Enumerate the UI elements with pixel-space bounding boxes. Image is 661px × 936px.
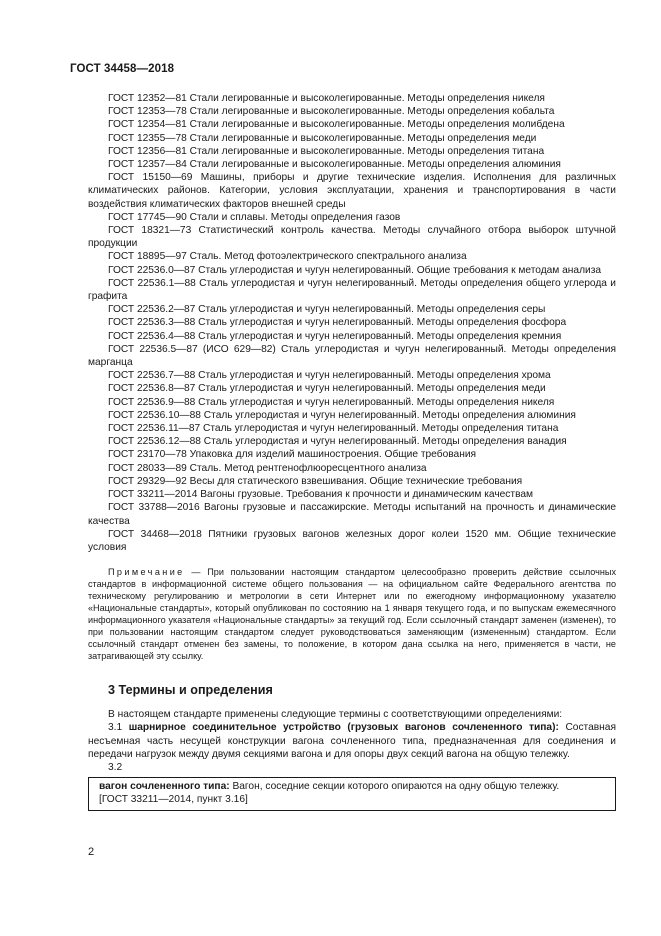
reference-item: ГОСТ 33788—2016 Вагоны грузовые и пассажирские. Методы испытаний на прочность и динамические качества <box>88 502 616 527</box>
definition-text: Составная несъемная часть несущей конструкции вагона сочлененного типа, предназначенная для соединения и передачи нагрузок между двумя секциями вагона и для опоры двух секций вагона на общую тележку. <box>88 722 616 760</box>
definition-term: шарнирное соединительное устройство (грузовых вагонов сочлененного типа): <box>128 722 559 734</box>
definition-3-1 <box>88 721 616 761</box>
page-number: 2 <box>88 846 95 858</box>
reference-item: ГОСТ 28033—89 Сталь. Метод рентгенофлюоресцентного анализа <box>108 462 427 474</box>
reference-item: ГОСТ 29329—92 Весы для статического взвешивания. Общие технические требования <box>108 475 523 487</box>
reference-item: ГОСТ 18321—73 Статистический контроль качества. Методы случайного отбора выборок штучной продукции <box>88 225 616 250</box>
reference-item: ГОСТ 17745—90 Стали и сплавы. Методы определения газов <box>108 211 401 223</box>
references-list <box>88 92 616 554</box>
reference-item: ГОСТ 22536.12—88 Сталь углеродистая и чугун нелегированный. Методы определения ванадия <box>108 436 567 448</box>
reference-item: ГОСТ 22536.8—87 Сталь углеродистая и чугун нелегированный. Методы определения меди <box>108 383 546 395</box>
note-text: — При пользовании настоящим стандартом целесообразно проверить действие ссылочных стандартов в информационной системе общего пользования — на официальном сайте Федерального агентства по техническому регулированию и метрологии в сети Интернет или по ежегодному информационному указателю «Национальные стандарты», который опубликован по состоянию на 1 января текущего года, и по выпускам ежемесячного информационного указателя «Национальные стандарты» за текущий год. Если ссылочный стандарт заменен (изменен), то при пользовании настоящим стандартом следует руководствоваться заменяющим (измененным) стандартом. Если ссылочный стандарт отменен без замены, то положение, в котором дана ссылка на него, применяется в части, не затрагивающей эту ссылку. <box>88 567 616 662</box>
reference-item: ГОСТ 18895—97 Сталь. Метод фотоэлектрического спектрального анализа <box>108 251 467 263</box>
definition-number: 3.1 <box>108 722 129 734</box>
note-label: Примечание <box>108 567 185 578</box>
reference-item: ГОСТ 12355—78 Стали легированные и высоколегированные. Методы определения меди <box>108 132 537 144</box>
reference-item: ГОСТ 22536.11—87 Сталь углеродистая и чугун нелегированный. Методы определения титана <box>108 423 559 435</box>
reference-item: ГОСТ 22536.9—88 Сталь углеродистая и чугун нелегированный. Методы определения никеля <box>108 396 555 408</box>
reference-item: ГОСТ 23170—78 Упаковка для изделий машиностроения. Общие требования <box>108 449 477 461</box>
definition-3-2-number: 3.2 <box>108 761 123 773</box>
definition-text: Вагон, соседние секции которого опираются на одну общую тележку. <box>229 781 560 793</box>
reference-item: ГОСТ 12356—81 Стали легированные и высоколегированные. Методы определения титана <box>108 145 545 157</box>
reference-item: ГОСТ 22536.0—87 Сталь углеродистая и чугун нелегированный. Общие требования к методам анализа <box>108 264 602 276</box>
reference-item: ГОСТ 22536.3—88 Сталь углеродистая и чугун нелегированный. Методы определения фосфора <box>108 317 567 329</box>
reference-item: ГОСТ 22536.10—88 Сталь углеродистая и чугун нелегированный. Методы определения алюминия <box>108 409 576 421</box>
reference-item: ГОСТ 12352—81 Стали легированные и высоколегированные. Методы определения никеля <box>108 93 545 104</box>
section-intro: В настоящем стандарте применены следующие термины с соответствующими определениями: <box>108 709 563 721</box>
reference-item: ГОСТ 33211—2014 Вагоны грузовые. Требования к прочности и динамическим качествам <box>108 489 534 501</box>
definition-term: вагон сочлененного типа: <box>99 781 230 793</box>
reference-item: ГОСТ 22536.1—88 Сталь углеродистая и чугун нелегированный. Методы определения общего углерода и графита <box>88 277 616 303</box>
reference-item: ГОСТ 12353—78 Стали легированные и высоколегированные. Методы определения кобальта <box>108 106 555 118</box>
quoted-definition-box <box>88 777 616 810</box>
page-content <box>88 92 616 811</box>
reference-item: ГОСТ 12357—84 Стали легированные и высоколегированные. Методы определения алюминия <box>108 159 561 171</box>
reference-item: ГОСТ 22536.7—88 Сталь углеродистая и чугун нелегированный. Методы определения хрома <box>108 370 551 382</box>
reference-item: ГОСТ 34468—2018 Пятники грузовых вагонов железных дорог колеи 1520 мм. Общие технические условия <box>88 528 616 553</box>
reference-item: ГОСТ 22536.5—87 (ИСО 629—82) Сталь углеродистая и чугун нелегированный. Методы определения марганца <box>88 343 616 369</box>
definition-3-2 <box>99 780 609 793</box>
definition-source: [ГОСТ 33211—2014, пункт 3.16] <box>99 794 248 806</box>
section-title: 3 Термины и определения <box>108 683 273 698</box>
reference-item: ГОСТ 22536.2—87 Сталь углеродистая и чугун нелегированный. Методы определения серы <box>108 304 546 316</box>
document-header: ГОСТ 34458—2018 <box>70 63 175 75</box>
reference-item: ГОСТ 12354—81 Стали легированные и высоколегированные. Методы определения молибдена <box>108 119 565 131</box>
reference-item: ГОСТ 15150—69 Машины, приборы и другие технические изделия. Исполнения для различных климатических районов. Категории, условия эксплуатации, хранения и транспортирования в части воздействия климатических факторов внешней среды <box>88 172 616 210</box>
reference-item: ГОСТ 22536.4—88 Сталь углеродистая и чугун нелегированный. Методы определения кремния <box>108 330 562 342</box>
note-paragraph <box>88 566 616 662</box>
